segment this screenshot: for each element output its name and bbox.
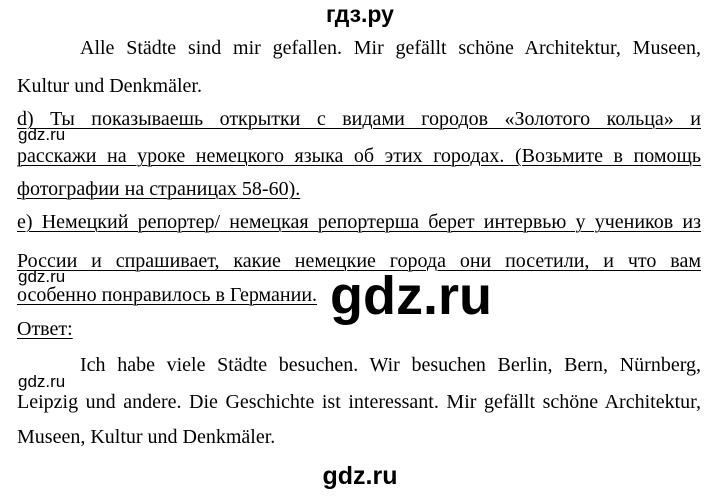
answer-prev-line-2: Kultur und Denkmäler. [17,75,202,97]
small-watermark-1: gdz.ru [18,125,66,144]
answer-e-line-2: Leipzig und andere. Die Geschichte ist interessant. Mir gefällt schöne Architektur, [17,391,701,413]
answer-e-line-3: Museen, Kultur und Denkmäler. [17,426,276,448]
answer-e-line-1: Ich habe viele Städte besuchen. Wir besuchen Berlin, Bern, Nürnberg, [80,354,701,376]
task-d-line-3: фотографии на страницах 58-60). [17,178,301,200]
big-watermark: gdz.ru [330,266,492,326]
task-e-line-1: e) Немецкий репортер/ немецкая репортерша берет интервью у учеников из [17,211,701,233]
task-d-line-1: d) Ты показываешь открытки с видами городов «Золотого кольца» и [17,108,701,130]
answer-label: Ответ: [17,318,73,340]
footer-watermark: gdz.ru [322,462,398,490]
header-watermark: гдз.ру [326,1,394,27]
answer-prev-line-1: Alle Städte sind mir gefallen. Mir gefällt schöne Architektur, Museen, [80,37,701,59]
small-watermark-3: gdz.ru [18,372,66,391]
task-e-line-3: особенно понравилось в Германии. [17,284,318,306]
task-d-line-2: расскажи на уроке немецкого языка об этих городах. (Возьмите в помощь [17,145,701,167]
small-watermark-2: gdz.ru [18,267,66,286]
task-e-line-2: России и спрашивает, какие немецкие города они посетили, и что вам [17,250,701,272]
